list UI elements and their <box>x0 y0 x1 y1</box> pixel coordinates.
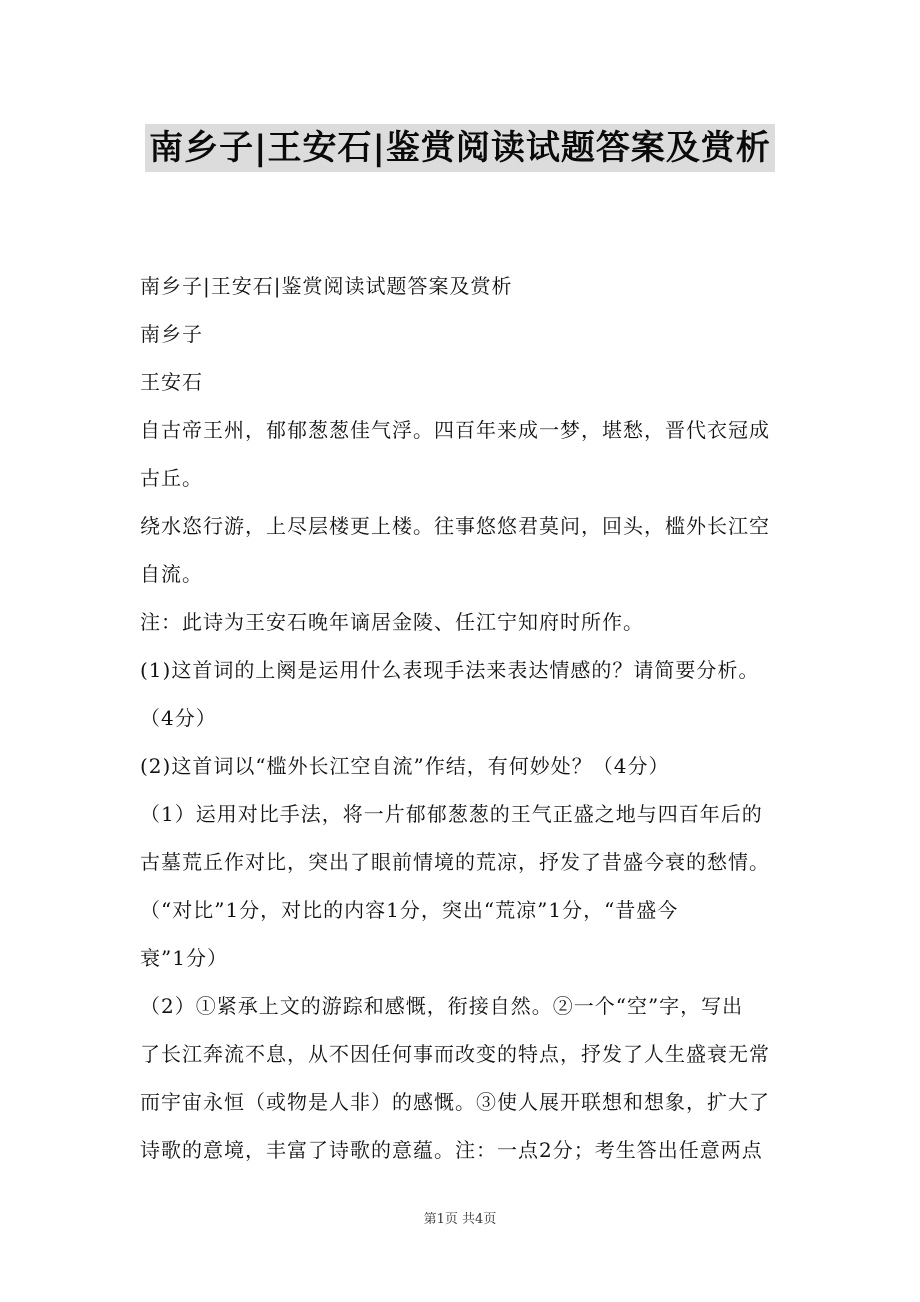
question-2: (2)这首词以“槛外长江空自流”作结，有何妙处？（4分） <box>140 754 670 778</box>
answer-line: 诗歌的意境，丰富了诗歌的意蕴。注：一点2分；考生答出任意两点 <box>140 1138 763 1162</box>
page-footer: 第1页 共4页 <box>423 1212 497 1227</box>
poem-line: 自流。 <box>140 562 203 586</box>
poem-author: 王安石 <box>140 370 203 394</box>
answer-line: 了长江奔流不息，从不因任何事而改变的特点，抒发了人生盛衰无常 <box>140 1042 770 1066</box>
answer-line: （“对比”1分，对比的内容1分，突出“荒凉”1分，“昔盛今 <box>140 898 679 922</box>
answer-line: （2）①紧承上文的游踪和感慨，衔接自然。②一个“空”字，写出 <box>140 994 744 1018</box>
paragraph-subtitle: 南乡子|王安石|鉴赏阅读试题答案及赏析 <box>140 274 513 298</box>
title-container <box>0 124 920 172</box>
answer-line: 古墓荒丘作对比，突出了眼前情境的荒凉，抒发了昔盛今衰的愁情。 <box>140 850 770 874</box>
question-1-score: （4分） <box>140 706 217 730</box>
page-title: 南乡子|王安石|鉴赏阅读试题答案及赏析 <box>145 124 775 172</box>
poem-title: 南乡子 <box>140 322 203 346</box>
answer-line: 衰”1分） <box>140 946 228 970</box>
note: 注：此诗为王安石晚年谪居金陵、任江宁知府时所作。 <box>140 610 644 634</box>
answer-line: （1）运用对比手法，将一片郁郁葱葱的王气正盛之地与四百年后的 <box>140 802 763 826</box>
question-1: (1)这首词的上阕是运用什么表现手法来表达情感的？请简要分析。 <box>140 658 760 682</box>
document-body <box>140 262 790 1174</box>
poem-line: 自古帝王州，郁郁葱葱佳气浮。四百年来成一梦，堪愁，晋代衣冠成 <box>140 418 770 442</box>
poem-line: 古丘。 <box>140 466 203 490</box>
poem-line: 绕水恣行游，上尽层楼更上楼。往事悠悠君莫问，回头，槛外长江空 <box>140 514 770 538</box>
answer-line: 而宇宙永恒（或物是人非）的感慨。③使人展开联想和想象，扩大了 <box>140 1090 770 1114</box>
